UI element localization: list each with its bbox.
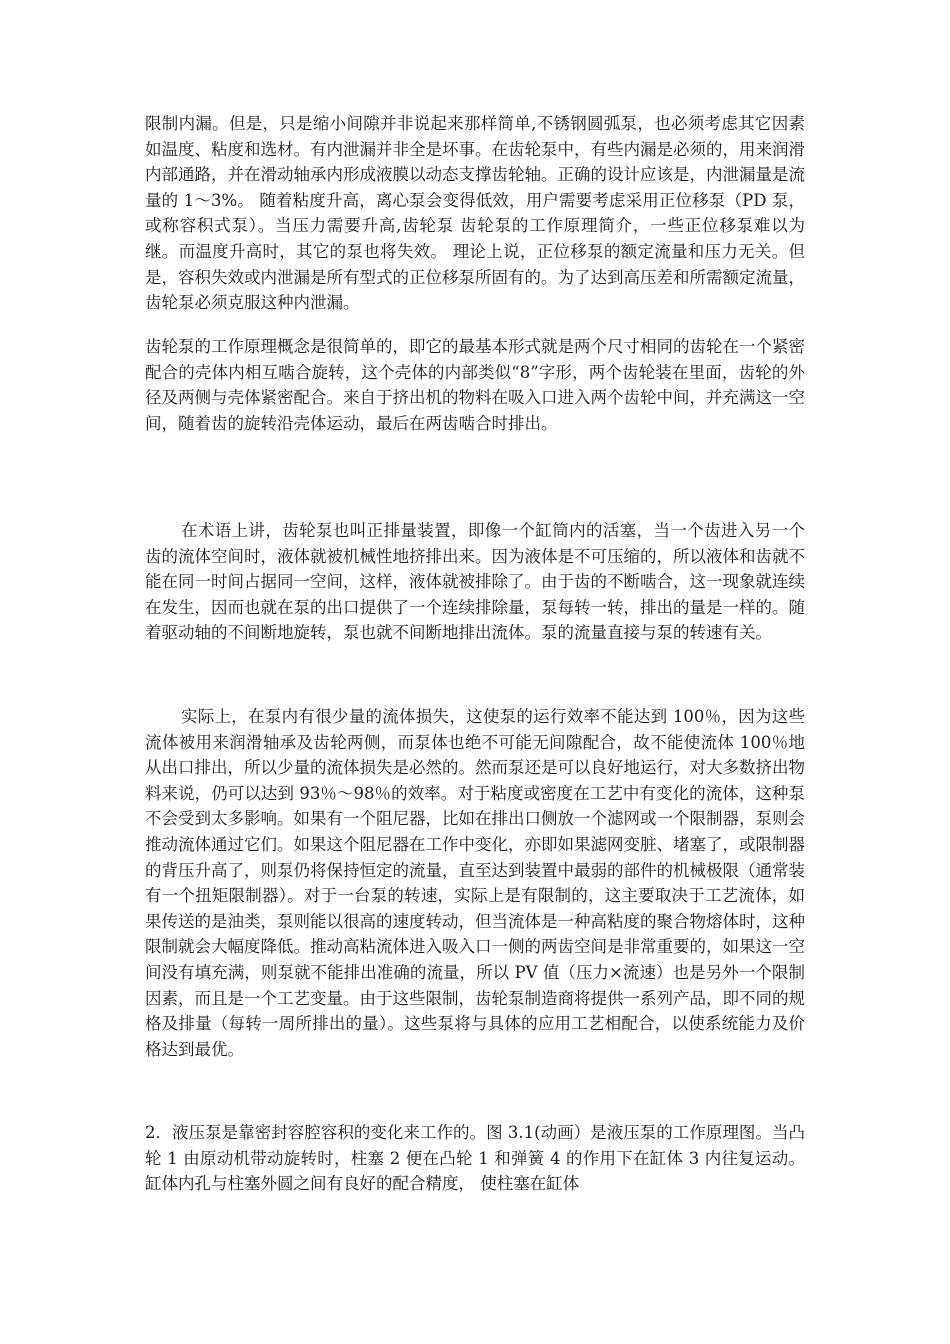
paragraph-working-principle: 齿轮泵的工作原理概念是很简单的，即它的最基本形式就是两个尺寸相同的齿轮在一个紧密配合的壳体内相互啮合旋转，这个壳体的内部类似“8”字形，两个齿轮装在里面，齿轮的外径及两侧与壳体紧密配合。来自于挤出机的物料在吸入口进入两个齿轮中间，并充满这一空间，随着齿的旋转沿壳体运动，最后在两齿啮合时排出。 (145, 337, 805, 433)
paragraph-internal-leakage: 限制内漏。但是，只是缩小间隙并非说起来那样简单,不锈钢圆弧泵，也必须考虑其它因素如温度、粘度和选材。有内泄漏并非全是坏事。在齿轮泵中，有些内漏是必须的，用来润滑内部通路，并在滑动轴承内形成液膜以动态支撑齿轮轴。正确的设计应该是，内泄漏量是流量的 1～3%。 随着粘度升高，离心泵会变得低效，用户需要考虑采用正位移泵（PD 泵，或称容积式泵）。当压力需要升高,齿轮泵 齿轮泵的工作原理简介，一些正位移泵难以为继。而温度升高时，其它的泵也将失效。 理论上说，正位移泵的额定流量和压力无关。但是，容积失效或内泄漏是所有型式的正位移泵所固有的。为了达到高压差和所需额定流量，齿轮泵必须克服这种内泄漏。 (145, 114, 805, 313)
paragraph-hydraulic-pump: 2．液压泵是靠密封容腔容积的变化来工作的。图 3.1(动画）是液压泵的工作原理图。当凸轮 1 由原动机带动旋转时，柱塞 2 便在凸轮 1 和弹簧 4 的作用下在缸体 3 内往复运动。缸体内孔与柱塞外圆之间有良好的配合精度， 使柱塞在缸体 (145, 1123, 805, 1194)
paragraph-positive-displacement: 在术语上讲，齿轮泵也叫正排量装置，即像一个缸筒内的活塞，当一个齿进入另一个齿的流体空间时，液体就被机械性地挤排出来。因为液体是不可压缩的，所以液体和齿就不能在同一时间占据同一空间，这样，液体就被排除了。由于齿的不断啮合，这一现象就连续在发生，因而也就在泵的出口提供了一个连续排除量，泵每转一转，排出的量是一样的。随着驱动轴的不间断地旋转，泵也就不间断地排出流体。泵的流量直接与泵的转速有关。 (145, 521, 805, 643)
paragraph-efficiency-limits: 实际上，在泵内有很少量的流体损失，这使泵的运行效率不能达到 100％，因为这些流体被用来润滑轴承及齿轮两侧，而泵体也绝不可能无间隙配合，故不能使流体 100％地从出口排出，所以少量的流体损失是必然的。然而泵还是可以良好地运行，对大多数挤出物料来说，仍可以达到 93％～98％的效率。对于粘度或密度在工艺中有变化的流体，这种泵不会受到太多影响。如果有一个阻尼器，比如在排出口侧放一个滤网或一个限制器，泵则会推动流体通过它们。如果这个阻尼器在工作中变化，亦即如果滤网变脏、堵塞了，或限制器的背压升高了，则泵仍将保持恒定的流量，直至达到装置中最弱的部件的机械极限（通常装有一个扭矩限制器）。对于一台泵的转速，实际上是有限制的，这主要取决于工艺流体，如果传送的是油类，泵则能以很高的速度转动，但当流体是一种高粘度的聚合物熔体时，这种限制就会大幅度降低。推动高粘流体进入吸入口一侧的两齿空间是非常重要的，如果这一空间没有填充满，则泵就不能排出准确的流量，所以 PV 值（压力×流速）也是另外一个限制因素，而且是一个工艺变量。由于这些限制，齿轮泵制造商将提供一系列产品，即不同的规格及排量（每转一周所排出的量）。这些泵将与具体的应用工艺相配合，以使系统能力及价格达到最优。 (145, 707, 805, 1059)
